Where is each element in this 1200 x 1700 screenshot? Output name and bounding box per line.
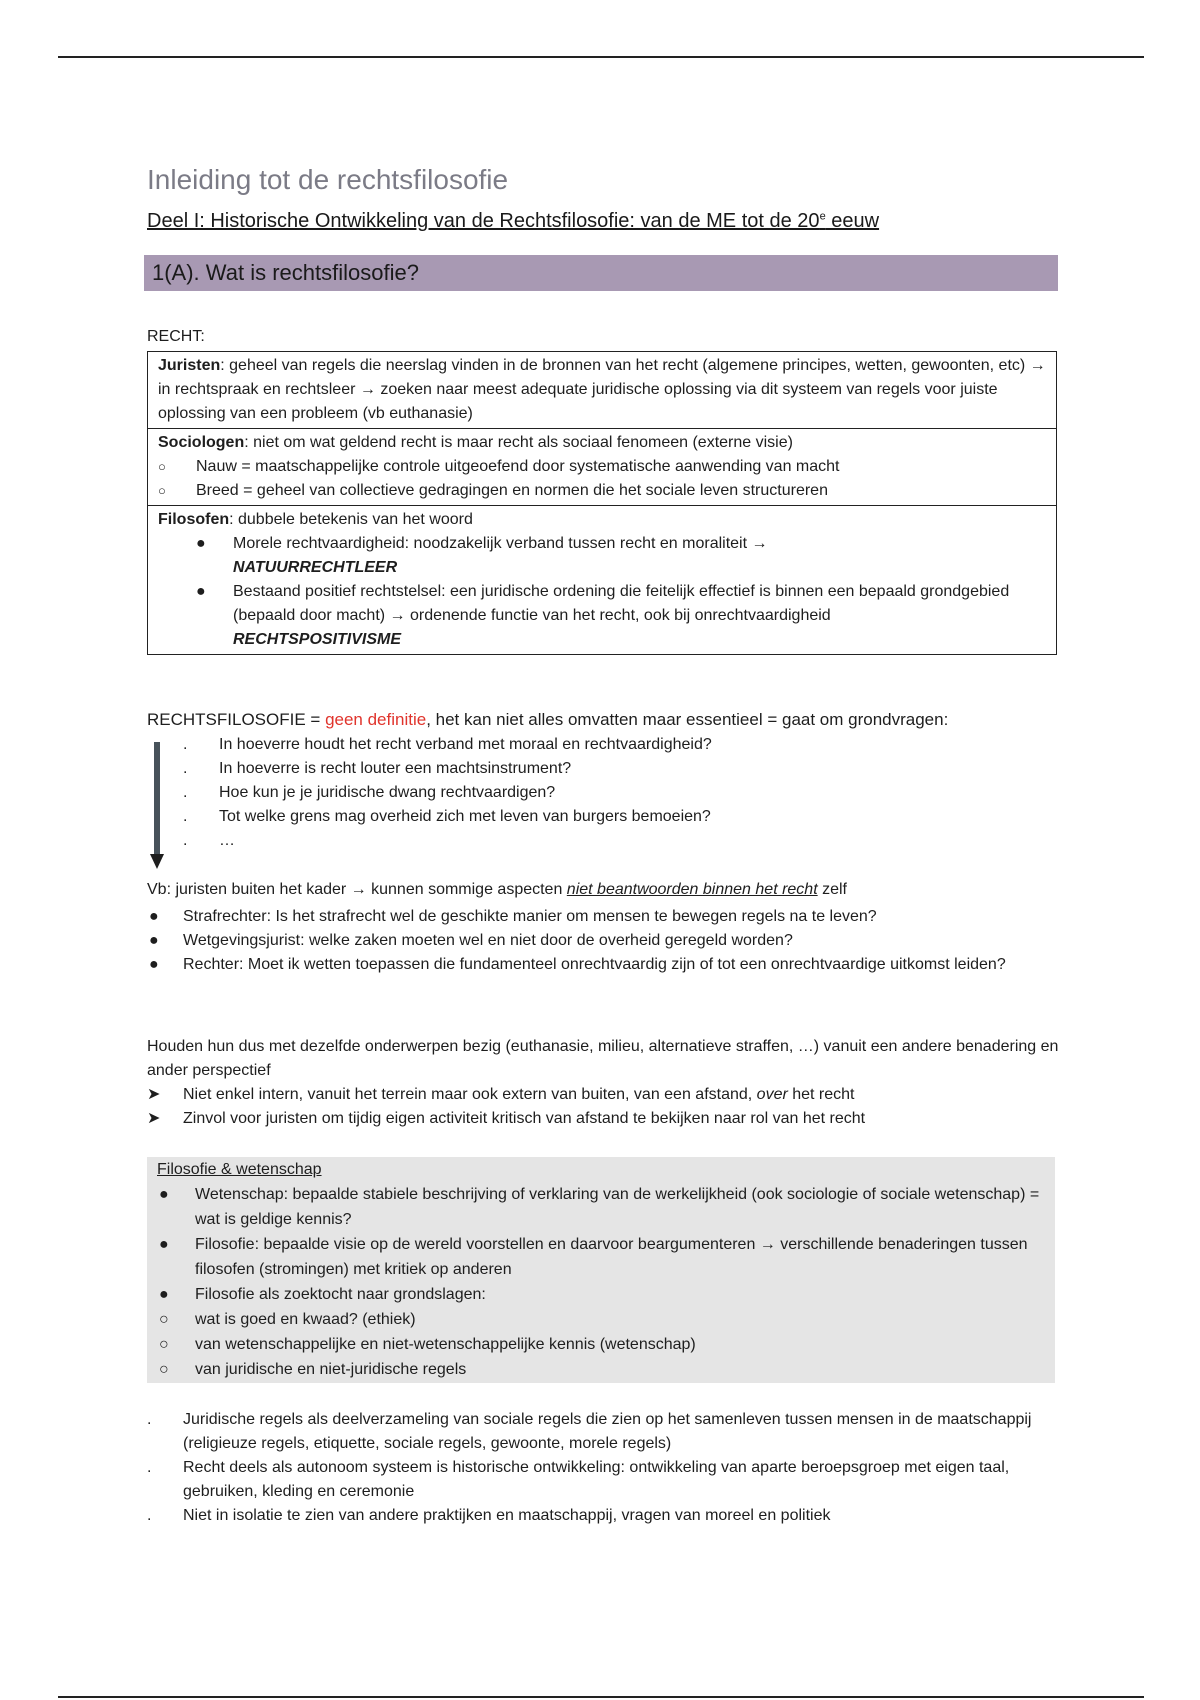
sociologen-cell <box>148 429 1056 506</box>
highlight-text: geen definitie <box>325 710 427 729</box>
recht-label: RECHT: <box>147 328 205 345</box>
list-item: . … <box>183 832 235 849</box>
list-item: ● Wetgevingsjurist: welke zaken moeten wel en niet door de overheid geregeld worden? <box>147 929 1057 953</box>
filosofie-wetenschap-box <box>147 1157 1055 1383</box>
list-item: ● Filosofie als zoektocht naar grondslagen: <box>157 1282 1047 1307</box>
vb-intro: Vb: juristen buiten het kader → kunnen sommige aspecten niet beantwoorden binnen het recht zelf <box>147 881 847 898</box>
recht-definitions-table <box>147 351 1057 655</box>
juristen-text: : geheel van regels die neerslag vinden in de bronnen van het recht (algemene principes, wetten, gewoonten, etc) → in rechtspraak en rechtsleer → zoeken naar meest adequate juridische oplossing via dit systeem van regels voor juiste oplossing van een probleem (vb euthanasie) <box>158 357 1046 422</box>
circle-bullet-icon: ○ <box>159 1336 169 1353</box>
circle-bullet-icon: ○ <box>158 459 166 474</box>
footer-rule <box>58 1696 1144 1698</box>
circle-bullet-icon: ○ <box>159 1361 169 1378</box>
list-item: . Juridische regels als deelverzameling van sociale regels die zien op het samenleven tussen mensen in de maatschappij (religieuze regels, etiquette, sociale regels, gewoonte, morele regels) <box>147 1411 1032 1452</box>
list-item: ● Rechter: Moet ik wetten toepassen die fundamenteel onrechtvaardig zijn of tot een onrechtvaardige uitkomst leiden? <box>147 953 1057 977</box>
bullet-icon: ● <box>149 908 159 925</box>
section-heading: 1(A). Wat is rechtsfilosofie? <box>152 260 419 285</box>
circle-bullet-icon: ○ <box>158 483 166 498</box>
down-arrow-icon <box>150 742 164 870</box>
list-item: . Niet in isolatie te zien van andere praktijken en maatschappij, vragen van moreel en politiek <box>147 1507 831 1524</box>
filosofen-term: Filosofen <box>158 511 230 528</box>
filosofen-cell <box>148 506 1056 654</box>
bullet-icon: ● <box>159 1186 169 1203</box>
sociologen-text: : niet om wat geldend recht is maar recht als sociaal fenomeen (externe visie) <box>244 434 793 451</box>
document-title: Inleiding tot de rechtsfilosofie <box>147 164 509 195</box>
header-rule <box>58 56 1144 58</box>
bullet-icon: ● <box>159 1236 169 1253</box>
bullet-icon: ● <box>196 535 206 552</box>
box-title: Filosofie & wetenschap <box>157 1161 322 1178</box>
rechtsfilosofie-definition: RECHTSFILOSOFIE = geen definitie, het kan niet alles omvatten maar essentieel = gaat om grondvragen: <box>147 710 949 729</box>
juristen-term: Juristen <box>158 357 221 374</box>
document-subtitle: Deel I: Historische Ontwikkeling van de Rechtsfilosofie: van de ME tot de 20e eeuw <box>147 210 880 232</box>
arrowhead-bullet-icon: ➤ <box>147 1086 161 1103</box>
bullet-icon: ● <box>149 932 159 949</box>
list-item: ● Filosofie: bepaalde visie op de wereld voorstellen en daarvoor beargumenteren → verschillende benaderingen tussen filosofen (stromingen) met kritiek op anderen <box>157 1232 1047 1282</box>
list-item: ○ Breed = geheel van collectieve gedragingen en normen die het sociale leven structureren <box>158 479 1046 503</box>
sociologen-list <box>158 455 1046 503</box>
list-item: ○ Nauw = maatschappelijke controle uitgeoefend door systematische aanwending van macht <box>158 455 1046 479</box>
list-item: ○ wat is goed en kwaad? (ethiek) <box>157 1307 1047 1332</box>
section-heading-bar <box>144 255 1058 291</box>
circle-bullet-icon: ○ <box>159 1311 169 1328</box>
closing-list <box>147 1408 1062 1528</box>
list-item: ● Strafrechter: Is het strafrecht wel de geschikte manier om mensen te bewegen regels na te leven? <box>147 905 1057 929</box>
bullet-icon: ● <box>149 956 159 973</box>
houden-paragraph: Houden hun dus met dezelfde onderwerpen bezig (euthanasie, milieu, alternatieve straffen, …) vanuit een andere benadering en ander perspectief <box>147 1038 1059 1079</box>
list-item: ○ van wetenschappelijke en niet-wetenschappelijke kennis (wetenschap) <box>157 1332 1047 1357</box>
juristen-cell <box>148 352 1056 429</box>
arrowhead-bullet-icon: ➤ <box>147 1110 161 1127</box>
list-item: . Tot welke grens mag overheid zich met leven van burgers bemoeien? <box>183 808 711 825</box>
list-item: ○ van juridische en niet-juridische regels <box>157 1357 1047 1382</box>
list-item: . In hoeverre is recht louter een machtsinstrument? <box>183 760 572 777</box>
rechtspositivisme-label: RECHTSPOSITIVISME <box>233 631 402 648</box>
list-item: ● Morele rechtvaardigheid: noodzakelijk verband tussen recht en moraliteit → NATUURRECHTLEER <box>158 532 1046 580</box>
vb-list <box>147 905 1057 977</box>
list-item: . In hoeverre houdt het recht verband met moraal en rechtvaardigheid? <box>183 736 712 753</box>
natuurrechtleer-label: NATUURRECHTLEER <box>233 559 398 576</box>
perspective-list <box>147 1083 1062 1131</box>
sociologen-term: Sociologen <box>158 434 245 451</box>
emphasis-text: niet beantwoorden binnen het recht <box>566 881 818 898</box>
grondvragen-list <box>183 733 712 853</box>
list-item: . Hoe kun je je juridische dwang rechtvaardigen? <box>183 784 556 801</box>
list-item: ● Wetenschap: bepaalde stabiele beschrijving of verklaring van de werkelijkheid (ook sociologie of sociale wetenschap) = wat is geldige kennis? <box>157 1182 1047 1232</box>
list-item: ● Bestaand positief rechtstelsel: een juridische ordening die feitelijk effectief is binnen een bepaald grondgebied (bepaald door macht) → ordenende functie van het recht, ook bij onrechtvaardigheid RECHTSPOSITIVISME <box>158 580 1046 652</box>
bullet-icon: ● <box>159 1286 169 1303</box>
filosofen-list <box>158 532 1046 652</box>
filosofen-text: : dubbele betekenis van het woord <box>229 511 473 528</box>
bullet-icon: ● <box>196 583 206 600</box>
box-list <box>157 1182 1047 1382</box>
list-item: ➤ Niet enkel intern, vanuit het terrein maar ook extern van buiten, van een afstand, over het recht <box>147 1083 1062 1107</box>
list-item: ➤ Zinvol voor juristen om tijdig eigen activiteit kritisch van afstand te bekijken naar rol van het recht <box>147 1107 1062 1131</box>
list-item: . Recht deels als autonoom systeem is historische ontwikkeling: ontwikkeling van aparte beroepsgroep met eigen taal, gebruiken, kleding en ceremonie <box>147 1459 1010 1500</box>
